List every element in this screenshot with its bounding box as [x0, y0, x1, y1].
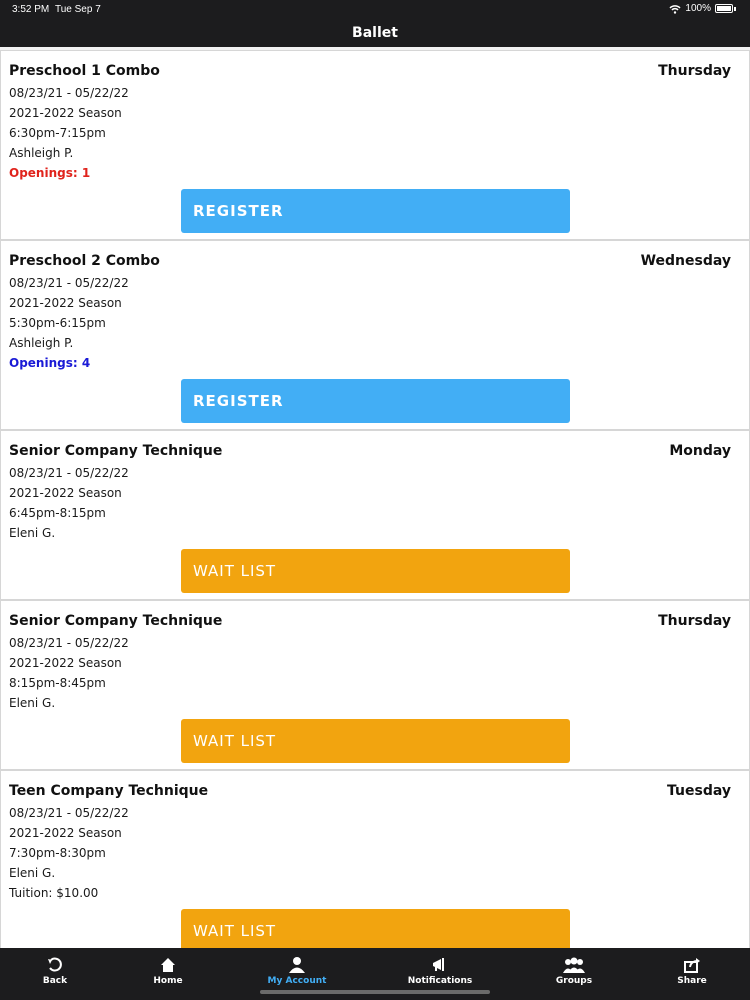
register-button[interactable]: REGISTER [181, 379, 570, 423]
tab-notifications[interactable] [390, 956, 490, 986]
class-title: Preschool 1 Combo [9, 63, 160, 79]
status-time: 3:52 PM [12, 4, 50, 15]
class-instructor: Ashleigh P. [9, 146, 74, 160]
tab-label: Notifications [407, 976, 473, 986]
class-card [0, 600, 750, 770]
status-bar [0, 0, 750, 20]
class-season: 2021-2022 Season [9, 826, 122, 840]
class-title: Senior Company Technique [9, 613, 223, 629]
class-title: Teen Company Technique [9, 783, 209, 799]
class-card [0, 50, 750, 240]
class-dates: 08/23/21 - 05/22/22 [9, 636, 129, 650]
tab-bar [0, 948, 750, 1000]
class-time: 6:45pm-8:15pm [9, 506, 106, 520]
class-season: 2021-2022 Season [9, 656, 122, 670]
class-time: 7:30pm-8:30pm [9, 846, 106, 860]
class-day: Monday [669, 443, 731, 459]
status-date: Tue Sep 7 [55, 4, 101, 15]
class-day: Thursday [658, 63, 731, 79]
wait-list-button[interactable]: WAIT LIST [181, 909, 570, 948]
battery-percent: 100% [685, 3, 711, 14]
tab-label: Home [153, 976, 183, 986]
class-instructor: Eleni G. [9, 526, 56, 540]
tab-my-account[interactable] [247, 956, 347, 986]
class-time: 8:15pm-8:45pm [9, 676, 106, 690]
class-title: Preschool 2 Combo [9, 253, 160, 269]
battery-tip [734, 7, 736, 11]
class-title: Senior Company Technique [9, 443, 223, 459]
class-dates: 08/23/21 - 05/22/22 [9, 276, 129, 290]
class-instructor: Ashleigh P. [9, 336, 74, 350]
class-openings: Openings: 1 [9, 166, 91, 180]
status-right [669, 3, 736, 14]
wait-list-button[interactable]: WAIT LIST [181, 719, 570, 763]
class-instructor: Eleni G. [9, 866, 56, 880]
tab-label: Share [677, 976, 707, 986]
share-icon [683, 956, 701, 974]
class-card [0, 240, 750, 430]
class-season: 2021-2022 Season [9, 296, 122, 310]
class-dates: 08/23/21 - 05/22/22 [9, 466, 129, 480]
page-title: Ballet [0, 20, 750, 47]
tab-share[interactable] [642, 956, 742, 986]
class-time: 5:30pm-6:15pm [9, 316, 106, 330]
class-season: 2021-2022 Season [9, 106, 122, 120]
class-list[interactable] [0, 47, 750, 948]
tab-label: Back [42, 976, 68, 986]
register-button[interactable]: REGISTER [181, 189, 570, 233]
class-dates: 08/23/21 - 05/22/22 [9, 86, 129, 100]
tab-label: My Account [267, 976, 327, 986]
user-icon [288, 956, 306, 974]
back-arrow-icon [46, 956, 64, 974]
class-card [0, 430, 750, 600]
home-indicator [260, 990, 490, 994]
wifi-icon [669, 4, 681, 14]
tab-back[interactable] [5, 956, 105, 986]
class-day: Thursday [658, 613, 731, 629]
megaphone-icon [431, 956, 449, 974]
class-season: 2021-2022 Season [9, 486, 122, 500]
tab-groups[interactable] [524, 956, 624, 986]
class-dates: 08/23/21 - 05/22/22 [9, 806, 129, 820]
class-time: 6:30pm-7:15pm [9, 126, 106, 140]
class-day: Wednesday [640, 253, 731, 269]
class-openings: Openings: 4 [9, 356, 91, 370]
groups-icon [562, 956, 586, 974]
tab-home[interactable] [118, 956, 218, 986]
battery-icon [715, 4, 733, 13]
class-day: Tuesday [667, 783, 731, 799]
tab-label: Groups [555, 976, 593, 986]
class-instructor: Eleni G. [9, 696, 56, 710]
class-card [0, 770, 750, 948]
home-icon [159, 956, 177, 974]
class-tuition: Tuition: $10.00 [9, 886, 99, 900]
wait-list-button[interactable]: WAIT LIST [181, 549, 570, 593]
